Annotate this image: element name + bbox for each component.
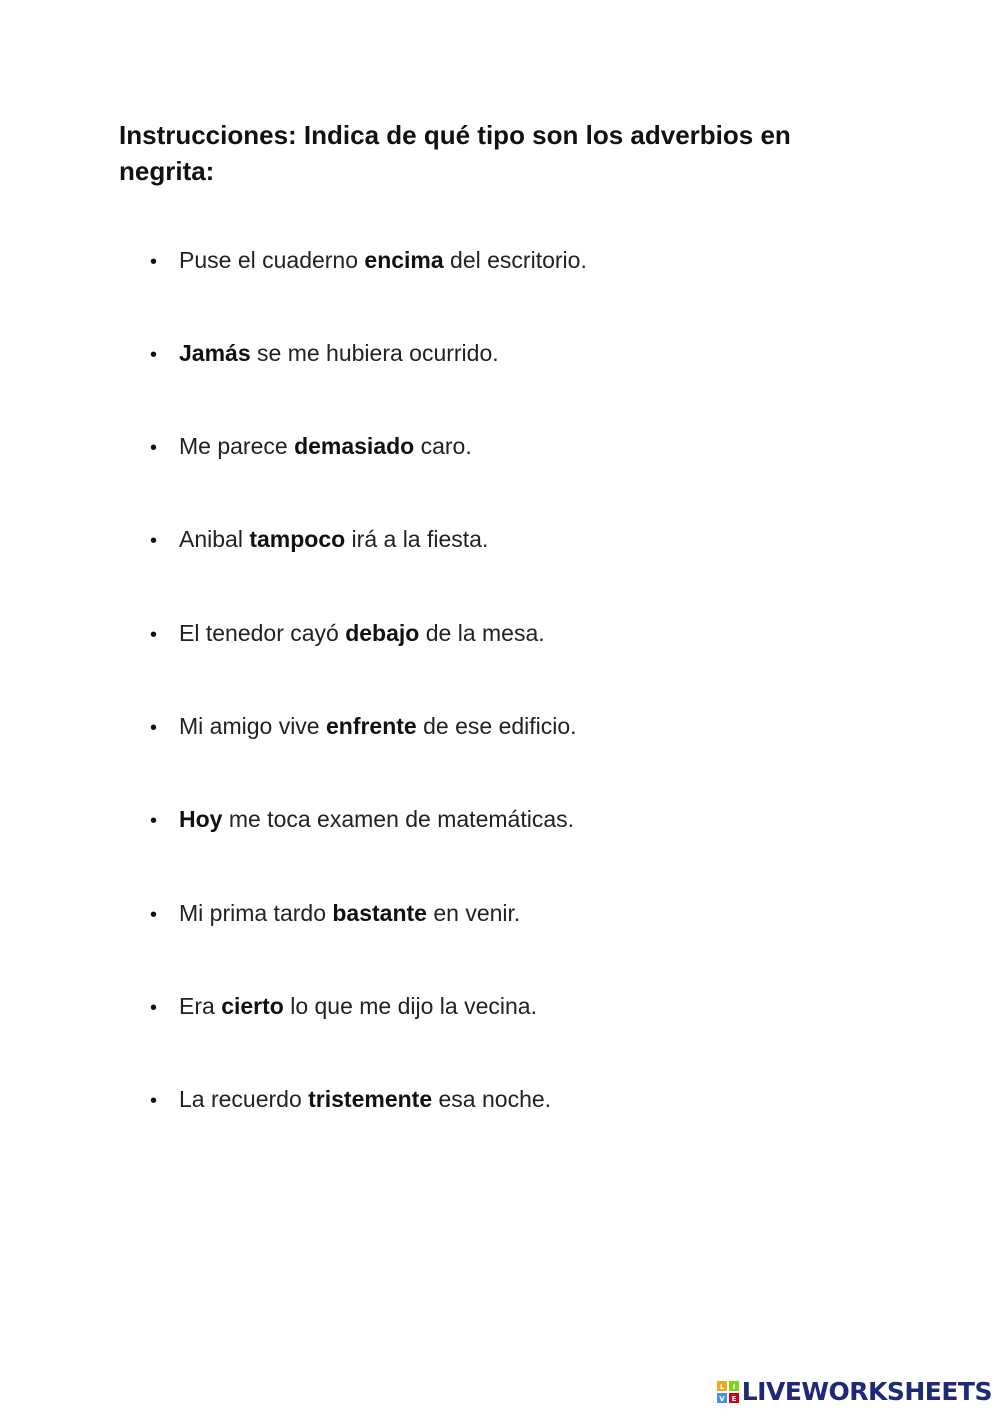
liveworksheets-logo-icon — [717, 1381, 739, 1403]
bullet-icon: • — [150, 717, 158, 739]
adverb-bold: tampoco — [249, 526, 346, 552]
bullet-icon: • — [150, 530, 158, 552]
adverb-bold: tristemente — [308, 1086, 433, 1112]
list-item — [150, 706, 850, 746]
adverb-bold: bastante — [332, 900, 427, 926]
adverb-bold: Jamás — [179, 340, 251, 366]
bullet-icon: • — [150, 810, 158, 832]
sentence-text-after: se me hubiera ocurrido. — [250, 340, 499, 366]
list-item — [150, 519, 850, 559]
bullet-icon: • — [150, 997, 158, 1019]
liveworksheets-logo — [717, 1377, 992, 1407]
sentence-text-after: lo que me dijo la vecina. — [283, 993, 537, 1019]
bullet-icon: • — [150, 1090, 158, 1112]
list-item — [150, 333, 850, 373]
svg-text:E: E — [731, 1395, 737, 1403]
sentence-text-after: del escritorio. — [443, 247, 587, 273]
sentence-text-before: Mi amigo vive — [179, 713, 326, 739]
sentence-text-before: Me parece — [179, 433, 295, 459]
bullet-icon: • — [150, 437, 158, 459]
list-item — [150, 893, 850, 933]
sentence-text-before: Era — [179, 993, 222, 1019]
svg-text:L: L — [719, 1383, 724, 1391]
list-item — [150, 799, 850, 839]
adverb-bold: encima — [364, 247, 444, 273]
list-item — [150, 240, 850, 280]
list-item — [150, 613, 850, 653]
sentence-text-before: Puse el cuaderno — [179, 247, 365, 273]
list-item — [150, 426, 850, 466]
sentence-text-after: de ese edificio. — [416, 713, 577, 739]
svg-text:I: I — [732, 1383, 736, 1391]
sentence-text-after: me toca examen de matemáticas. — [222, 806, 575, 832]
sentence-text-before: Mi prima tardo — [179, 900, 333, 926]
sentence-text-before: El tenedor cayó — [179, 620, 346, 646]
sentence-text-after: caro. — [414, 433, 472, 459]
bullet-icon: • — [150, 904, 158, 926]
adverb-bold: demasiado — [294, 433, 415, 459]
sentence-text-after: esa noche. — [432, 1086, 552, 1112]
list-item — [150, 986, 850, 1026]
adverb-bold: Hoy — [179, 806, 223, 832]
adverb-bold: cierto — [221, 993, 284, 1019]
bullet-icon: • — [150, 344, 158, 366]
sentence-text-after: en venir. — [426, 900, 521, 926]
bullet-icon: • — [150, 251, 158, 273]
list-item — [150, 1079, 850, 1119]
svg-text:V: V — [719, 1395, 725, 1403]
bullet-icon: • — [150, 624, 158, 646]
sentence-text-after: irá a la fiesta. — [345, 526, 489, 552]
sentence-text-after: de la mesa. — [419, 620, 545, 646]
instructions-heading: Instrucciones: Indica de qué tipo son los adverbios en negrita: — [119, 120, 791, 186]
adverb-bold: debajo — [345, 620, 420, 646]
liveworksheets-brand-text: LIVEWORKSHEETS — [741, 1377, 992, 1406]
adverb-bold: enfrente — [325, 713, 417, 739]
sentence-text-before: Anibal — [179, 526, 250, 552]
sentence-text-before: La recuerdo — [179, 1086, 309, 1112]
